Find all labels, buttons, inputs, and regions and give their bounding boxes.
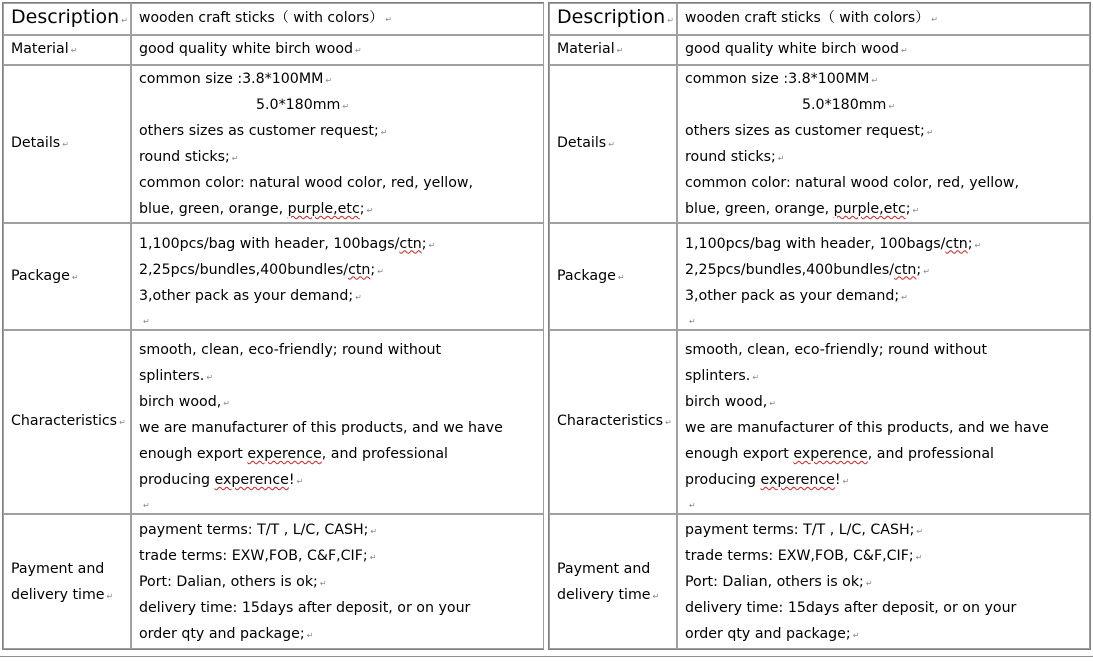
spec-table-left-panel	[2, 2, 545, 650]
details-value-cell	[131, 65, 544, 223]
details-line: common size :3.8*100MM	[685, 71, 870, 87]
package-line: 3,other pack as your demand;	[139, 287, 354, 304]
characteristics-value-cell	[131, 330, 544, 514]
characteristics-line: experence	[247, 446, 322, 462]
package-line: ;	[421, 235, 427, 252]
paragraph-mark: ↵	[974, 240, 982, 250]
characteristics-line: splinters.	[685, 368, 751, 384]
characteristics-value-cell	[677, 330, 1090, 514]
details-line: blue, green, orange,	[139, 201, 288, 217]
paragraph-mark: ↵	[923, 266, 930, 276]
paragraph-mark: ↵	[865, 578, 873, 588]
paragraph-mark: ↵	[70, 46, 78, 55]
package-line: 2,25pcs/bundles,400bundles/	[685, 261, 895, 278]
paragraph-mark: ↵	[319, 578, 327, 588]
paragraph-mark: ↵	[665, 418, 672, 427]
paragraph-mark: ↵	[752, 373, 760, 382]
characteristics-line: birch wood,	[685, 394, 768, 410]
paragraph-mark: ↵	[71, 272, 79, 282]
characteristics-line: experence	[760, 472, 835, 488]
paragraph-mark: ↵	[652, 591, 660, 601]
package-line: ctn	[348, 261, 371, 278]
details-label-cell	[549, 65, 677, 223]
payment-row	[549, 514, 1090, 649]
package-value-cell	[131, 223, 544, 330]
payment-label-line-2: delivery time	[557, 586, 651, 603]
description-label-cell	[549, 3, 677, 35]
paragraph-mark: ↵	[342, 102, 350, 111]
package-label: Package	[11, 267, 70, 284]
package-line: 1,100pcs/bag with header, 100bags/	[685, 235, 946, 252]
description-value-cell	[677, 3, 1090, 35]
paragraph-mark: ↵	[428, 240, 436, 250]
description-row	[549, 3, 1090, 35]
paragraph-mark: ↵	[366, 206, 374, 215]
details-line: others sizes as customer request;	[685, 123, 925, 139]
description-row	[3, 3, 544, 35]
description-label: Description	[11, 6, 120, 28]
characteristics-label-cell	[549, 330, 677, 514]
paragraph-mark: ↵	[106, 591, 114, 601]
bottom-rule	[0, 656, 1093, 657]
details-label: Details	[11, 135, 61, 151]
paragraph-mark: ↵	[62, 140, 69, 149]
spec-table	[2, 2, 545, 650]
paragraph-mark: ↵	[842, 477, 850, 486]
characteristics-line: producing	[685, 472, 761, 488]
paragraph-mark: ↵	[231, 154, 239, 163]
characteristics-line: splinters.	[139, 368, 205, 384]
characteristics-line: smooth, clean, eco-friendly; round without	[139, 342, 442, 358]
package-row	[3, 223, 544, 330]
paragraph-mark: ↵	[370, 526, 378, 536]
paragraph-mark: ↵	[916, 526, 924, 536]
package-line: 1,100pcs/bag with header, 100bags/	[139, 235, 400, 252]
details-line: common size :3.8*100MM	[139, 71, 324, 87]
package-line: ctn	[399, 235, 422, 252]
payment-label-line-2: delivery time	[11, 586, 105, 603]
details-line: ;	[905, 201, 911, 217]
details-line: common color: natural wood color, red, yellow,	[685, 175, 1020, 191]
package-line: 2,25pcs/bundles,400bundles/	[139, 261, 349, 278]
paragraph-mark: ↵	[871, 76, 879, 85]
paragraph-mark: ↵	[931, 15, 938, 24]
details-line: others sizes as customer request;	[139, 123, 379, 139]
paragraph-mark: ↵	[888, 102, 896, 111]
payment-line: Port: Dalian, others is ok;	[139, 573, 318, 590]
characteristics-line: producing	[139, 472, 215, 488]
paragraph-mark: ↵	[901, 292, 908, 302]
description-value: wooden craft sticks（ with colors）	[139, 10, 384, 26]
payment-row	[3, 514, 544, 649]
paragraph-mark: ↵	[852, 630, 860, 640]
paragraph-mark: ↵	[912, 206, 920, 215]
material-value: good quality white birch wood	[685, 41, 900, 57]
material-label: Material	[557, 41, 615, 57]
characteristics-label: Characteristics	[11, 413, 118, 429]
description-label: Description	[557, 6, 666, 28]
material-label: Material	[11, 41, 69, 57]
paragraph-mark: ↵	[355, 292, 362, 302]
characteristics-line: experence	[793, 446, 868, 462]
payment-line: payment terms: T/T , L/C, CASH;	[139, 521, 369, 538]
material-value: good quality white birch wood	[139, 41, 354, 57]
paragraph-mark: ↵	[616, 46, 624, 55]
characteristics-line: enough export	[139, 446, 248, 462]
characteristics-label: Characteristics	[557, 413, 664, 429]
package-line: ctn	[894, 261, 917, 278]
package-line: ;	[370, 261, 376, 278]
payment-line: trade terms: EXW,FOB, C&F,CIF;	[139, 547, 368, 564]
characteristics-line: smooth, clean, eco-friendly; round without	[685, 342, 988, 358]
paragraph-mark: ↵	[377, 266, 384, 276]
description-label-cell	[3, 3, 131, 35]
details-line: common color: natural wood color, red, yellow,	[139, 175, 474, 191]
payment-line: delivery time: 15days after deposit, or on your	[139, 599, 471, 616]
package-label-cell	[3, 223, 131, 330]
payment-line: payment terms: T/T , L/C, CASH;	[685, 521, 915, 538]
paragraph-mark: ↵	[325, 76, 333, 85]
material-label-cell	[3, 35, 131, 65]
payment-value-cell	[677, 514, 1090, 649]
characteristics-line: enough export	[685, 446, 794, 462]
material-row	[3, 35, 544, 65]
payment-label-cell	[3, 514, 131, 649]
spec-table	[548, 2, 1091, 650]
characteristics-line: experence	[214, 472, 289, 488]
package-line: ctn	[945, 235, 968, 252]
paragraph-mark: ↵	[355, 46, 362, 55]
spec-table-right-panel	[548, 2, 1091, 650]
payment-value-cell	[131, 514, 544, 649]
details-line: round sticks;	[685, 149, 776, 165]
package-line: ;	[967, 235, 973, 252]
material-value-cell	[677, 35, 1090, 65]
paragraph-mark: ↵	[689, 316, 696, 326]
details-line: blue, green, orange,	[685, 201, 834, 217]
characteristics-line: we are manufacturer of this products, and we have	[139, 420, 503, 436]
payment-label-line-1: Payment and	[11, 560, 105, 577]
package-line: ;	[916, 261, 922, 278]
details-value-cell	[677, 65, 1090, 223]
paragraph-mark: ↵	[143, 501, 150, 510]
material-row	[549, 35, 1090, 65]
details-line: 5.0*180mm	[802, 97, 887, 113]
paragraph-mark: ↵	[223, 399, 230, 408]
paragraph-mark: ↵	[121, 16, 128, 25]
description-value-cell	[131, 3, 544, 35]
paragraph-mark: ↵	[369, 552, 377, 562]
paragraph-mark: ↵	[296, 477, 304, 486]
paragraph-mark: ↵	[617, 272, 625, 282]
package-value-cell	[677, 223, 1090, 330]
package-label: Package	[557, 267, 616, 284]
paragraph-mark: ↵	[667, 16, 674, 25]
payment-line: Port: Dalian, others is ok;	[685, 573, 864, 590]
package-row	[549, 223, 1090, 330]
characteristics-line: birch wood,	[139, 394, 222, 410]
paragraph-mark: ↵	[689, 501, 696, 510]
payment-label-cell	[549, 514, 677, 649]
paragraph-mark: ↵	[143, 316, 150, 326]
characteristics-line: !	[288, 472, 295, 488]
characteristics-row	[3, 330, 544, 514]
material-label-cell	[549, 35, 677, 65]
details-label: Details	[557, 135, 607, 151]
description-value: wooden craft sticks（ with colors）	[685, 10, 930, 26]
package-label-cell	[549, 223, 677, 330]
package-line: 3,other pack as your demand;	[685, 287, 900, 304]
characteristics-label-cell	[3, 330, 131, 514]
details-line: 5.0*180mm	[256, 97, 341, 113]
paragraph-mark: ↵	[777, 154, 785, 163]
characteristics-line: we are manufacturer of this products, and we have	[685, 420, 1049, 436]
details-row	[3, 65, 544, 223]
paragraph-mark: ↵	[769, 399, 776, 408]
details-label-cell	[3, 65, 131, 223]
paragraph-mark: ↵	[901, 46, 908, 55]
payment-line: trade terms: EXW,FOB, C&F,CIF;	[685, 547, 914, 564]
characteristics-line: , and professional	[867, 446, 994, 462]
paragraph-mark: ↵	[119, 418, 126, 427]
details-line: purple,etc	[833, 201, 906, 217]
details-row	[549, 65, 1090, 223]
characteristics-line: !	[834, 472, 841, 488]
payment-label-line-1: Payment and	[557, 560, 651, 577]
payment-line: order qty and package;	[139, 625, 305, 642]
material-value-cell	[131, 35, 544, 65]
paragraph-mark: ↵	[385, 15, 392, 24]
details-line: ;	[359, 201, 365, 217]
characteristics-line: , and professional	[321, 446, 448, 462]
characteristics-row	[549, 330, 1090, 514]
payment-line: delivery time: 15days after deposit, or on your	[685, 599, 1017, 616]
paragraph-mark: ↵	[608, 140, 615, 149]
paragraph-mark: ↵	[926, 128, 934, 137]
panel-divider	[544, 0, 547, 662]
details-line: round sticks;	[139, 149, 230, 165]
payment-line: order qty and package;	[685, 625, 851, 642]
paragraph-mark: ↵	[206, 373, 214, 382]
paragraph-mark: ↵	[306, 630, 314, 640]
paragraph-mark: ↵	[915, 552, 923, 562]
details-line: purple,etc	[287, 201, 360, 217]
paragraph-mark: ↵	[380, 128, 388, 137]
